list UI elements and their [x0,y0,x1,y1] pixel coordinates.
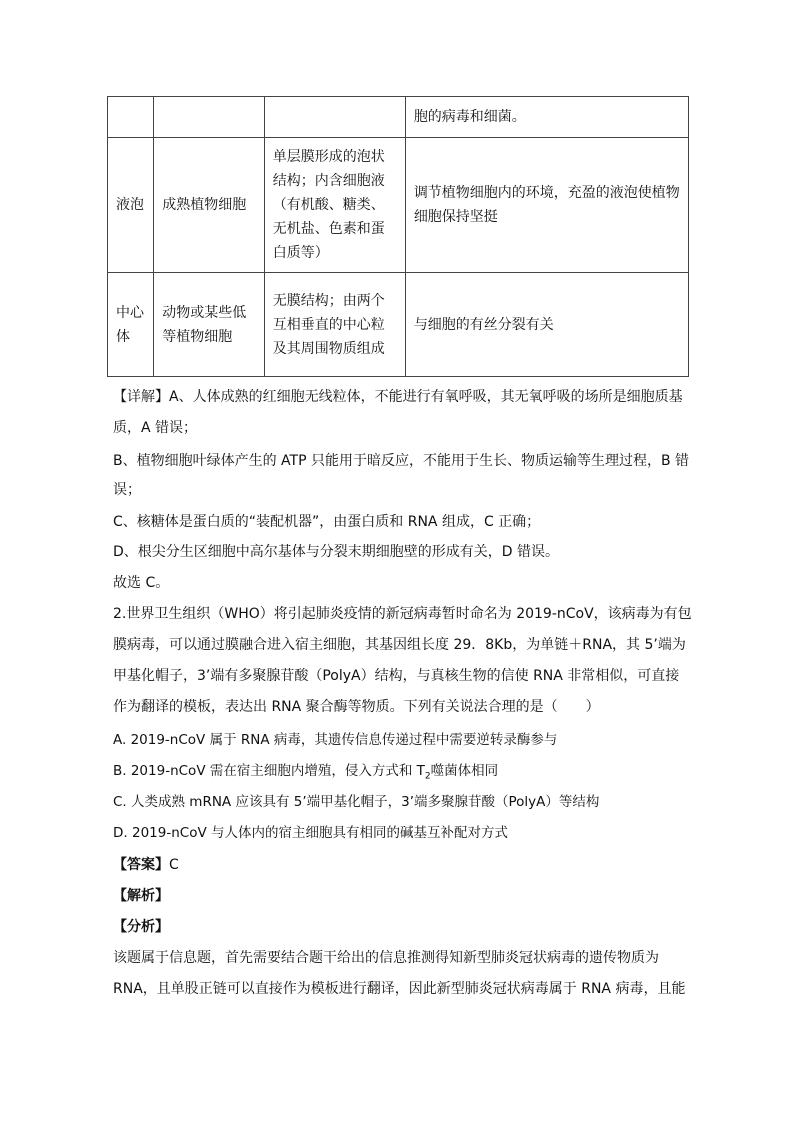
table-cell [264,97,405,138]
conclusion-line: 故选 C。 [113,575,170,591]
option-a: A. 2019-nCoV 属于 RNA 病毒，其遗传信息传递过程中需要逆转录酶参与 [113,732,558,748]
table-row [108,97,689,138]
detail-line: B、植物细胞叶绿体产生的 ATP 只能用于暗反应，不能用于生长、物质运输等生理过程，B 错 [113,453,690,469]
table-cell: 液泡 [108,138,154,273]
detail-line: D、根尖分生区细胞中高尔基体与分裂末期细胞壁的形成有关，D 错误。 [113,544,560,560]
detail-line: 【详解】A、人体成熟的红细胞无线粒体，不能进行有氧呼吸，其无氧呼吸的场所是细胞质基 [113,389,683,405]
question-stem-line: 甲基化帽子，3’端有多聚腺苷酸（PolyA）结构，与真核生物的信使 RNA 非常相似，可直接 [113,668,680,684]
analysis-line: RNA，且单股正链可以直接作为模板进行翻译，因此新型肺炎冠状病毒属于 RNA 病毒，且能 [113,981,686,997]
table-cell: 动物或某些低等植物细胞 [154,273,265,377]
table-cell: 无膜结构；由两个互相垂直的中心粒及其周围物质组成 [264,273,405,377]
table-cell [108,97,154,138]
detail-line: 质，A 错误； [113,420,198,436]
option-b-text: B. 2019-nCoV 需在宿主细胞内增殖，侵入方式和 T [113,763,425,779]
fenxi-heading: 【分析】 [113,919,169,935]
table-cell: 调节植物细胞内的环境，充盈的液泡使植物细胞保持坚挺 [405,138,688,273]
table-cell [154,97,265,138]
organelle-table [107,96,689,377]
table-cell: 中心体 [108,273,154,377]
question-stem-line: 膜病毒，可以通过膜融合进入宿主细胞，其基因组长度 29．8Kb，为单链＋RNA，其 5’端为 [113,637,686,653]
question-stem-line: 2.世界卫生组织（WHO）将引起肺炎疫情的新冠病毒暂时命名为 2019-nCoV，该病毒为有包 [113,606,692,622]
option-b-text-end: 噬菌体相同 [430,763,499,779]
table-row [108,138,689,273]
answer-line [113,855,693,875]
detail-line: C、核糖体是蛋白质的“装配机器”，由蛋白质和 RNA 组成，C 正确； [113,514,541,530]
detail-line: 误； [113,482,141,498]
option-b-subscript: 2 [424,771,431,782]
table-cell: 与细胞的有丝分裂有关 [405,273,688,377]
option-d: D. 2019-nCoV 与人体内的宿主细胞具有相同的碱基互补配对方式 [113,825,508,841]
table-cell: 单层膜形成的泡状结构；内含细胞液（有机酸、糖类、无机盐、色素和蛋白质等） [264,138,405,273]
table-cell: 成熟植物细胞 [154,138,265,273]
answer-label: 【答案】 [113,857,169,873]
option-b [113,761,693,787]
question-stem-line: 作为翻译的模板，表达出 RNA 聚合酶等物质。下列有关说法合理的是（ ） [113,699,600,715]
analysis-heading: 【解析】 [113,888,169,904]
answer-value: C [169,857,179,873]
table-row [108,273,689,377]
analysis-line: 该题属于信息题，首先需要结合题干给出的信息推测得知新型肺炎冠状病毒的遗传物质为 [113,950,659,966]
table-cell: 胞的病毒和细菌。 [405,97,688,138]
option-c: C. 人类成熟 mRNA 应该具有 5’端甲基化帽子，3’端多聚腺苷酸（PolyA）等结构 [113,794,600,810]
